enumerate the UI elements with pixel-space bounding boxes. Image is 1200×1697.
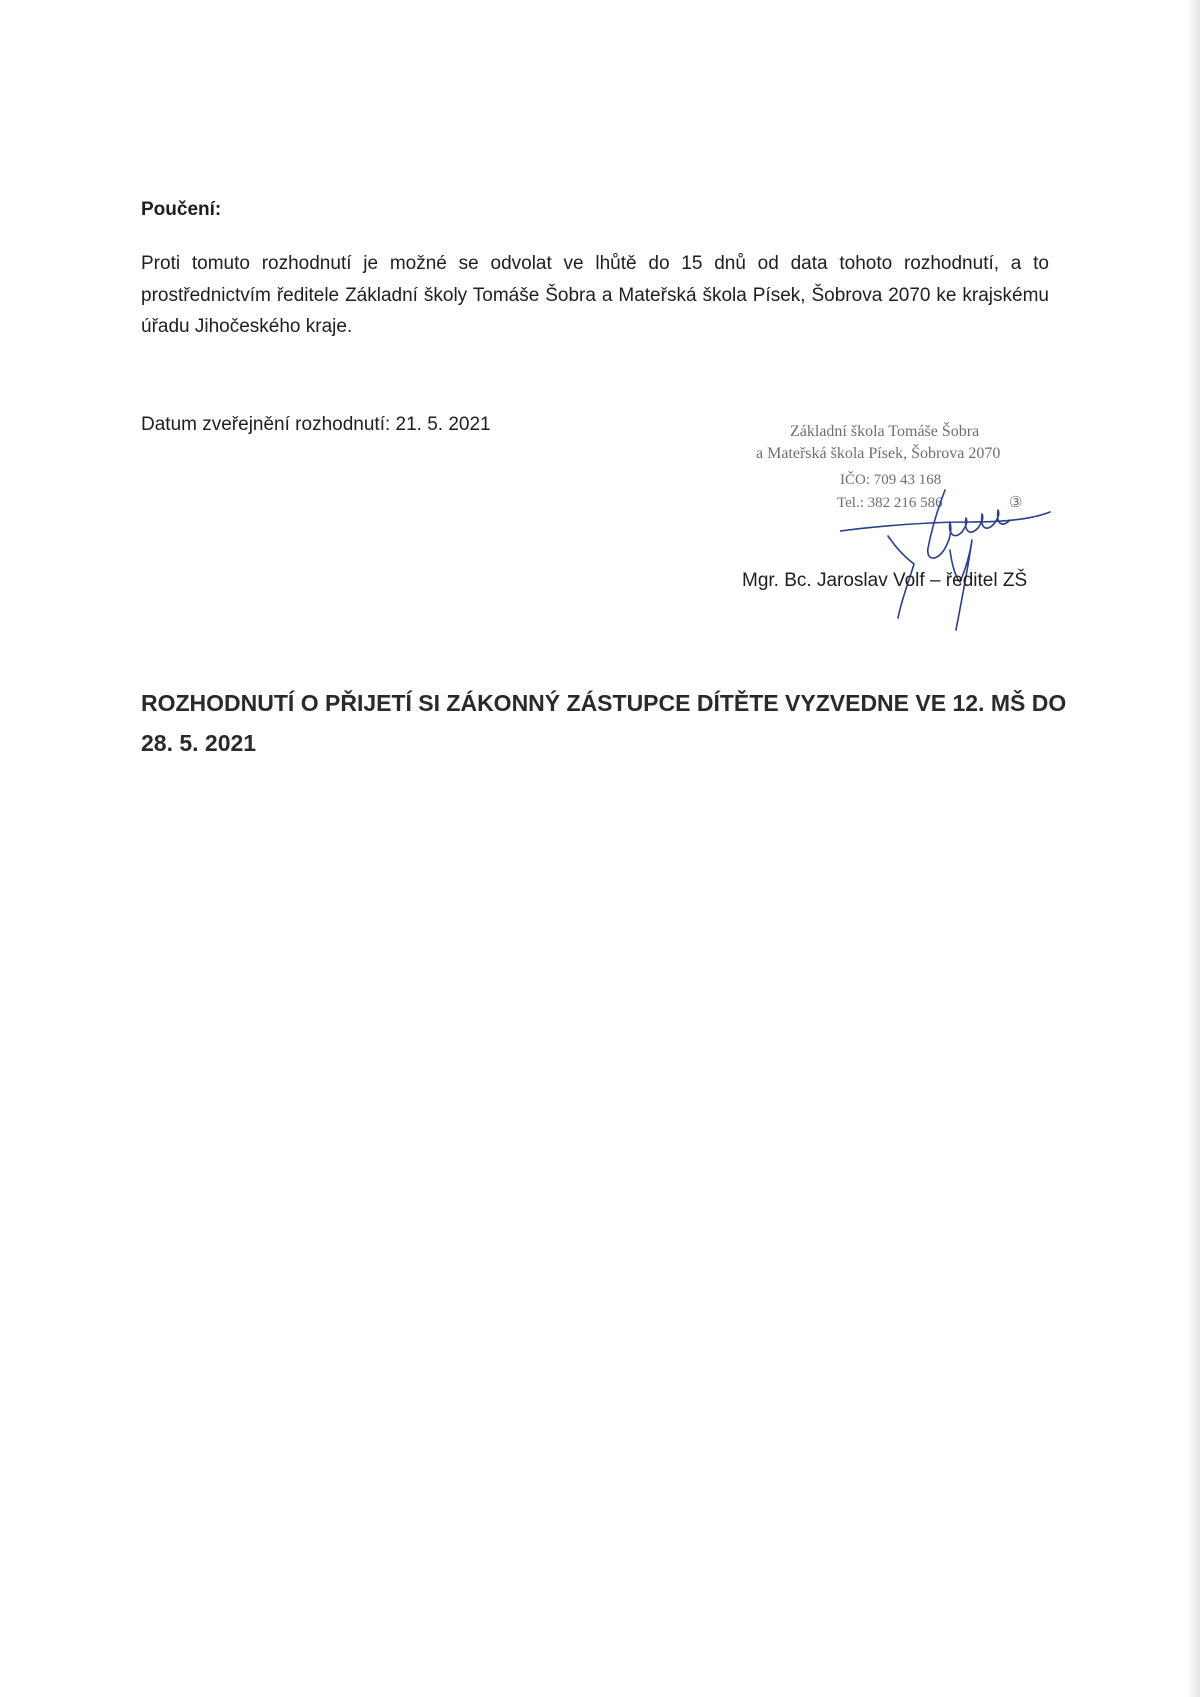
page-edge-shadow [1186, 0, 1200, 1697]
handwritten-signature [840, 478, 1060, 638]
stamp-line-ico: IČO: 709 43 168 [840, 472, 942, 488]
appeal-instruction-paragraph: Proti tomuto rozhodnutí je možné se odvolat ve lhůtě do 15 dnů od data tohoto rozhodnutí, a to prostřednictvím ředitele Základní školy Tomáše Šobra a Mateřská škola Písek, Šobrova 2070 ke krajskému úřadu Jihočeského kraje. [141, 253, 1049, 337]
decision-title: ROZHODNUTÍ O PŘIJETÍ SI ZÁKONNÝ ZÁSTUPCE DÍTĚTE VYZVEDNE VE 12. MŠ DO 28. 5. 2021 [141, 690, 1067, 756]
publication-date: Datum zveřejnění rozhodnutí: 21. 5. 2021 [141, 414, 491, 435]
stamp-line-school-address: a Mateřská škola Písek, Šobrova 2070 [756, 445, 1001, 462]
instruction-heading: Poučení: [141, 199, 222, 220]
stamp-line-phone: Tel.: 382 216 586 [837, 495, 943, 511]
stamp-line-school-name: Základní škola Tomáše Šobra [790, 423, 980, 440]
signatory-name: Mgr. Bc. Jaroslav Volf – ředitel ZŠ [742, 570, 1028, 591]
stamp-number: ③ [1009, 495, 1023, 511]
